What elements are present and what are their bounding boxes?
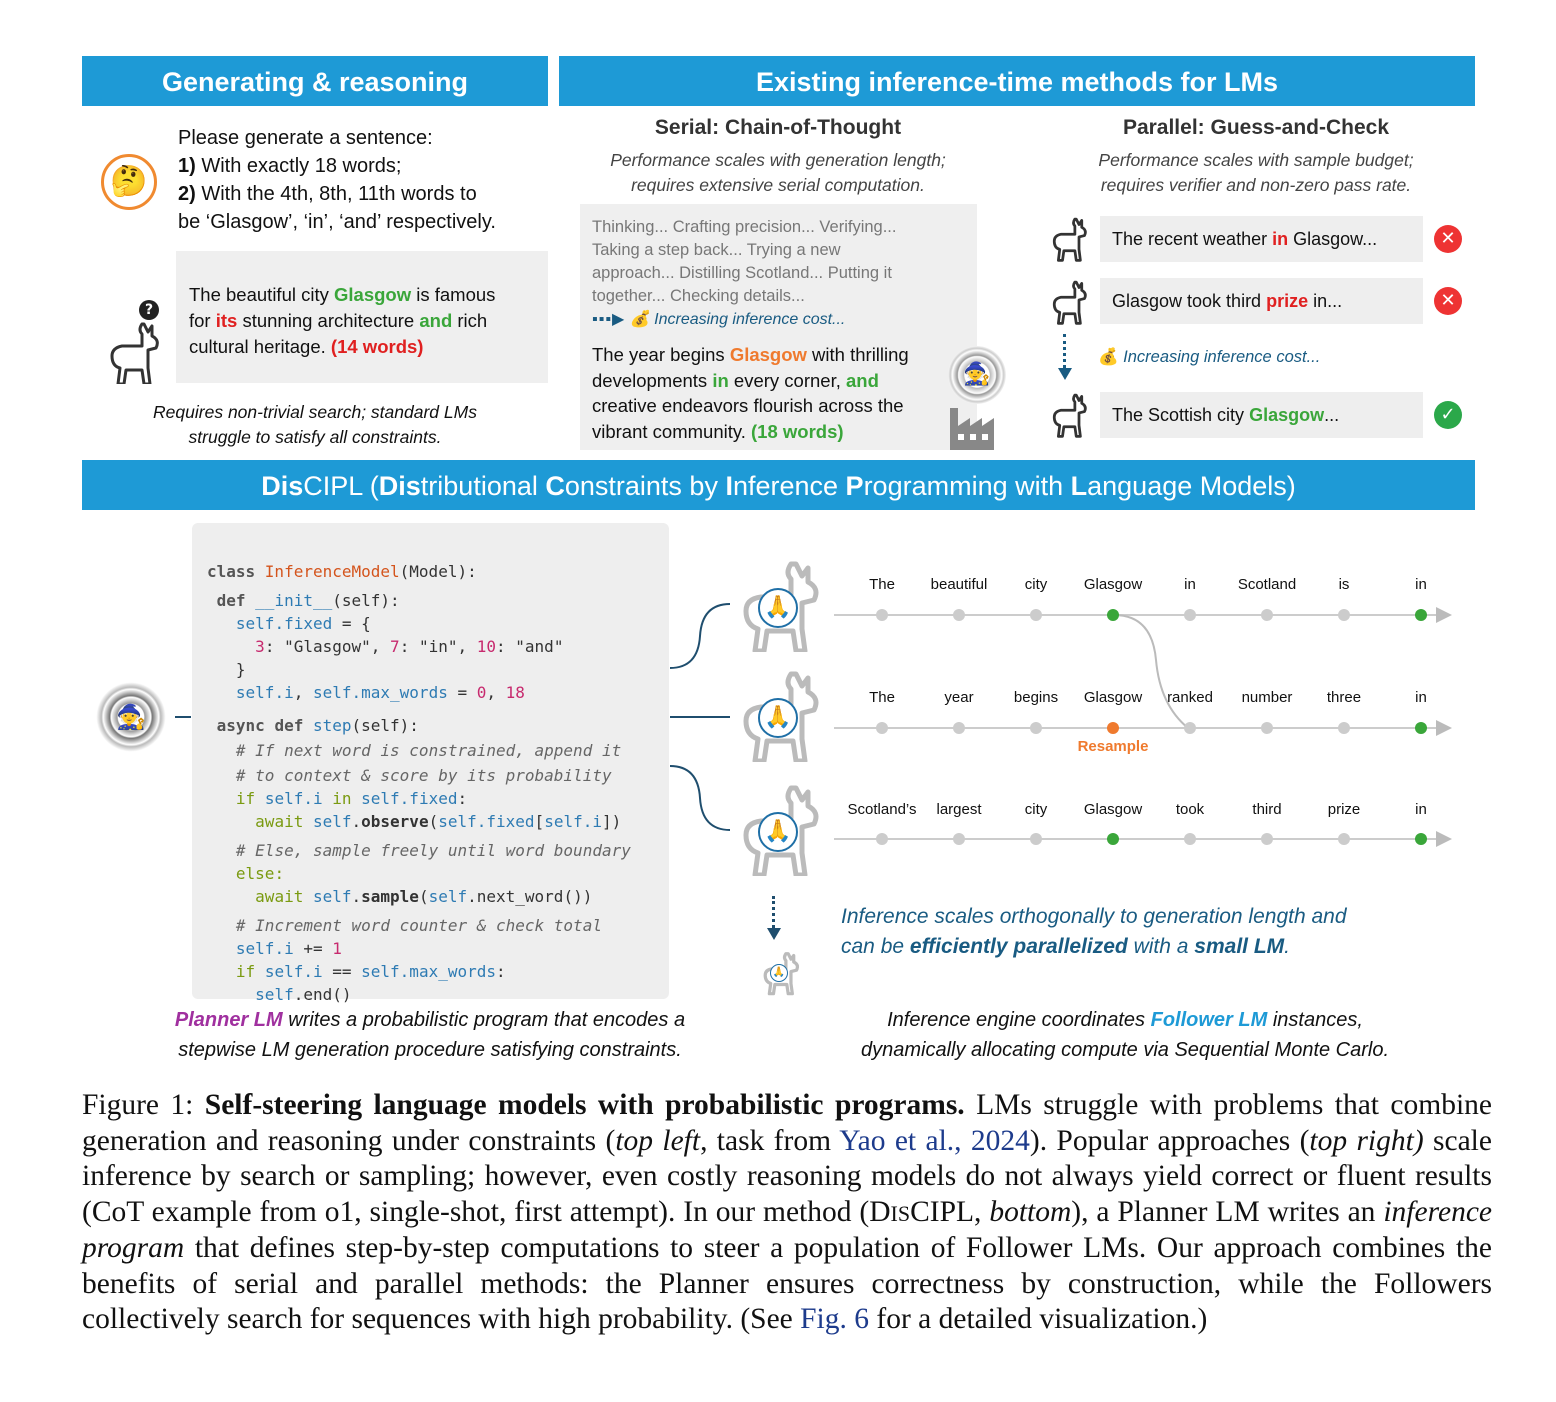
follower-caption: Inference engine coordinates Follower LM instances, dynamically allocating compute via Sequential Monte Carlo. xyxy=(860,1009,1390,1061)
token: in xyxy=(1415,689,1427,706)
token: third xyxy=(1252,801,1282,818)
praying-hands-icon: 🙏 xyxy=(758,698,798,738)
follower-llama-3 xyxy=(726,784,826,876)
llama-icon xyxy=(1046,216,1090,262)
code-line: # Else, sample freely until word boundary xyxy=(235,841,631,860)
parallel-description: Performance scales with sample budget; requires verifier and non-zero pass rate. xyxy=(1098,150,1414,195)
code-line: class InferenceModel(Model): xyxy=(207,562,477,581)
banner-existing-methods: Existing inference-time methods for LMs xyxy=(559,56,1475,106)
prompt-line-2: 1) With exactly 18 words; xyxy=(178,155,402,177)
token: city xyxy=(1024,576,1048,593)
token: in xyxy=(1184,576,1196,593)
vertical-dotted-arrow-icon xyxy=(1061,334,1069,384)
resample-label: Resample xyxy=(1077,738,1149,755)
llama-icon xyxy=(1046,392,1090,438)
lm-output-text: The beautiful city Glasgow is famous for its stunning architecture and rich cultural heritage. (14 words) xyxy=(189,284,496,357)
token: took xyxy=(1175,801,1205,818)
planner-caption: Planner LM writes a probabilistic program that encodes a stepwise LM generation procedure satisfying constraints. xyxy=(174,1009,686,1061)
follower-llama-2 xyxy=(726,670,826,762)
code-line: if self.i == self.max_words: xyxy=(235,962,506,981)
praying-hands-icon: 🙏 xyxy=(758,588,798,628)
cot-thinking-text: Thinking... Crafting precision... Verifying... Taking a step back... Trying a new approach... Distilling Scotland... Putting it together... Checking details... xyxy=(592,218,897,305)
token: prize xyxy=(1327,801,1361,818)
top-left-note: Requires non-trivial search; standard LMs struggle to satisfy all constraints. xyxy=(153,402,477,447)
prompt-line-3: 2) With the 4th, 8th, 11th words to xyxy=(178,183,477,205)
token: largest xyxy=(936,801,982,818)
token: Glasgow xyxy=(1083,801,1143,818)
token: city xyxy=(1024,801,1048,818)
accept-icon: ✓ xyxy=(1434,401,1462,429)
code-line: self.fixed = { xyxy=(235,614,371,633)
serial-description: Performance scales with generation length; requires extensive serial computation. xyxy=(610,150,946,195)
figure-link[interactable]: Fig. 6 xyxy=(800,1303,869,1335)
code-line: self.end() xyxy=(255,985,352,1004)
prompt-line-4: be ‘Glasgow’, ‘in’, ‘and’ respectively. xyxy=(178,211,496,233)
token: Scotland xyxy=(1237,576,1297,593)
praying-hands-icon: 🙏 xyxy=(770,964,788,982)
token: ranked xyxy=(1167,689,1213,706)
code-line: # Increment word counter & check total xyxy=(235,916,602,935)
task-prompt xyxy=(178,124,496,236)
parallel-cost: 💰 Increasing inference cost... xyxy=(1098,348,1321,366)
code-line: # If next word is constrained, append it xyxy=(235,741,622,760)
token: in xyxy=(1415,576,1427,593)
code-line: await self.observe(self.fixed[self.i]) xyxy=(255,812,622,831)
follower-llama-1 xyxy=(726,560,826,652)
guess-sample-3: The Scottish city Glasgow... xyxy=(1100,392,1423,438)
figure-caption: Figure 1: Self-steering language models with probabilistic programs. LMs struggle with problems that combine generation and reasoning under constraints (top left, task from Yao et al., 2024). Popular approaches (top right) scale inference by search or sampling; however, even costly reasoning models do not always yield correct or fluent results (CoT example from o1, single-shot, first attempt). In our method (DISCIPL, bottom), a Planner LM writes an inference program that defines step-by-step computations to steer a population of Follower LMs. Our approach combines the benefits of serial and parallel methods: the Planner ensures correctness by construction, while the Followers collectively search for sequences with high probability. (See Fig. 6 for a detailed visualization.) xyxy=(82,1089,1493,1335)
banner-discipl: DisCIPL (Distributional Constraints by Inference Programming with Language Models) xyxy=(82,460,1475,510)
code-line: self.i, self.max_words = 0, 18 xyxy=(235,683,525,702)
code-line: # to context & score by its probability xyxy=(235,766,612,785)
citation-link[interactable]: Yao et al., 2024 xyxy=(839,1124,1030,1157)
token: The xyxy=(869,689,895,706)
guess-sample-1: The recent weather in Glasgow... xyxy=(1100,216,1423,262)
dotted-arrow-icon: ▪▪▪▶ xyxy=(592,311,626,328)
planner-wizard-icon: 🧙 xyxy=(96,682,166,752)
code-line: async def step(self): xyxy=(216,716,419,735)
llama-icon xyxy=(100,322,164,384)
money-bag-icon: 💰 xyxy=(629,311,650,328)
factory-icon xyxy=(946,398,1002,452)
scaling-note: Inference scales orthogonally to generation length and can be efficiently parallelized with a small LM. xyxy=(841,905,1347,958)
token: The xyxy=(869,576,895,593)
parallel-title: Parallel: Guess-and-Check xyxy=(1122,116,1390,139)
inference-program-code xyxy=(207,537,631,1029)
code-line: if self.i in self.fixed: xyxy=(235,789,468,808)
cot-cost-arrow: ▪▪▪▶ 💰 Increasing inference cost... xyxy=(592,311,846,328)
token: begins xyxy=(1013,689,1059,706)
question-mark-icon: ? xyxy=(139,300,159,320)
code-line: } xyxy=(235,660,246,679)
code-line: def __init__(self): xyxy=(216,591,400,610)
small-follower-llama xyxy=(756,950,802,996)
guess-sample-2: Glasgow took third prize in... xyxy=(1100,278,1423,324)
token: beautiful xyxy=(930,576,988,593)
thinking-emoji-icon: 🤔 xyxy=(101,154,157,210)
token: year xyxy=(944,689,974,706)
code-line: await self.sample(self.next_word()) xyxy=(255,887,593,906)
prompt-line-1: Please generate a sentence: xyxy=(178,127,433,149)
code-line: else: xyxy=(235,864,285,883)
token: Scotland’s xyxy=(847,801,917,818)
token: in xyxy=(1415,801,1427,818)
token: three xyxy=(1326,689,1362,706)
token: Glasgow xyxy=(1083,689,1143,706)
wizard-swirl-icon: 🧙 xyxy=(948,346,1006,404)
code-line: self.i += 1 xyxy=(235,939,342,958)
token: Glasgow xyxy=(1083,576,1143,593)
praying-hands-icon: 🙏 xyxy=(758,812,798,852)
connector-line xyxy=(175,716,191,718)
banner-generating-reasoning: Generating & reasoning xyxy=(82,56,548,106)
llama-icon xyxy=(1046,279,1090,325)
token: number xyxy=(1241,689,1293,706)
reject-icon: ✕ xyxy=(1434,225,1462,253)
money-bag-icon: 💰 xyxy=(1098,348,1119,366)
vertical-dotted-arrow-icon xyxy=(770,896,780,944)
cot-answer: The year begins Glasgow with thrilling developments in every corner, and creative endeavors flourish across the vibrant community. (18 words) xyxy=(592,344,909,442)
token: is xyxy=(1338,576,1350,593)
code-line: 3: "Glasgow", 7: "in", 10: "and" xyxy=(255,637,564,656)
serial-title: Serial: Chain-of-Thought xyxy=(654,116,902,139)
reject-icon: ✕ xyxy=(1434,287,1462,315)
